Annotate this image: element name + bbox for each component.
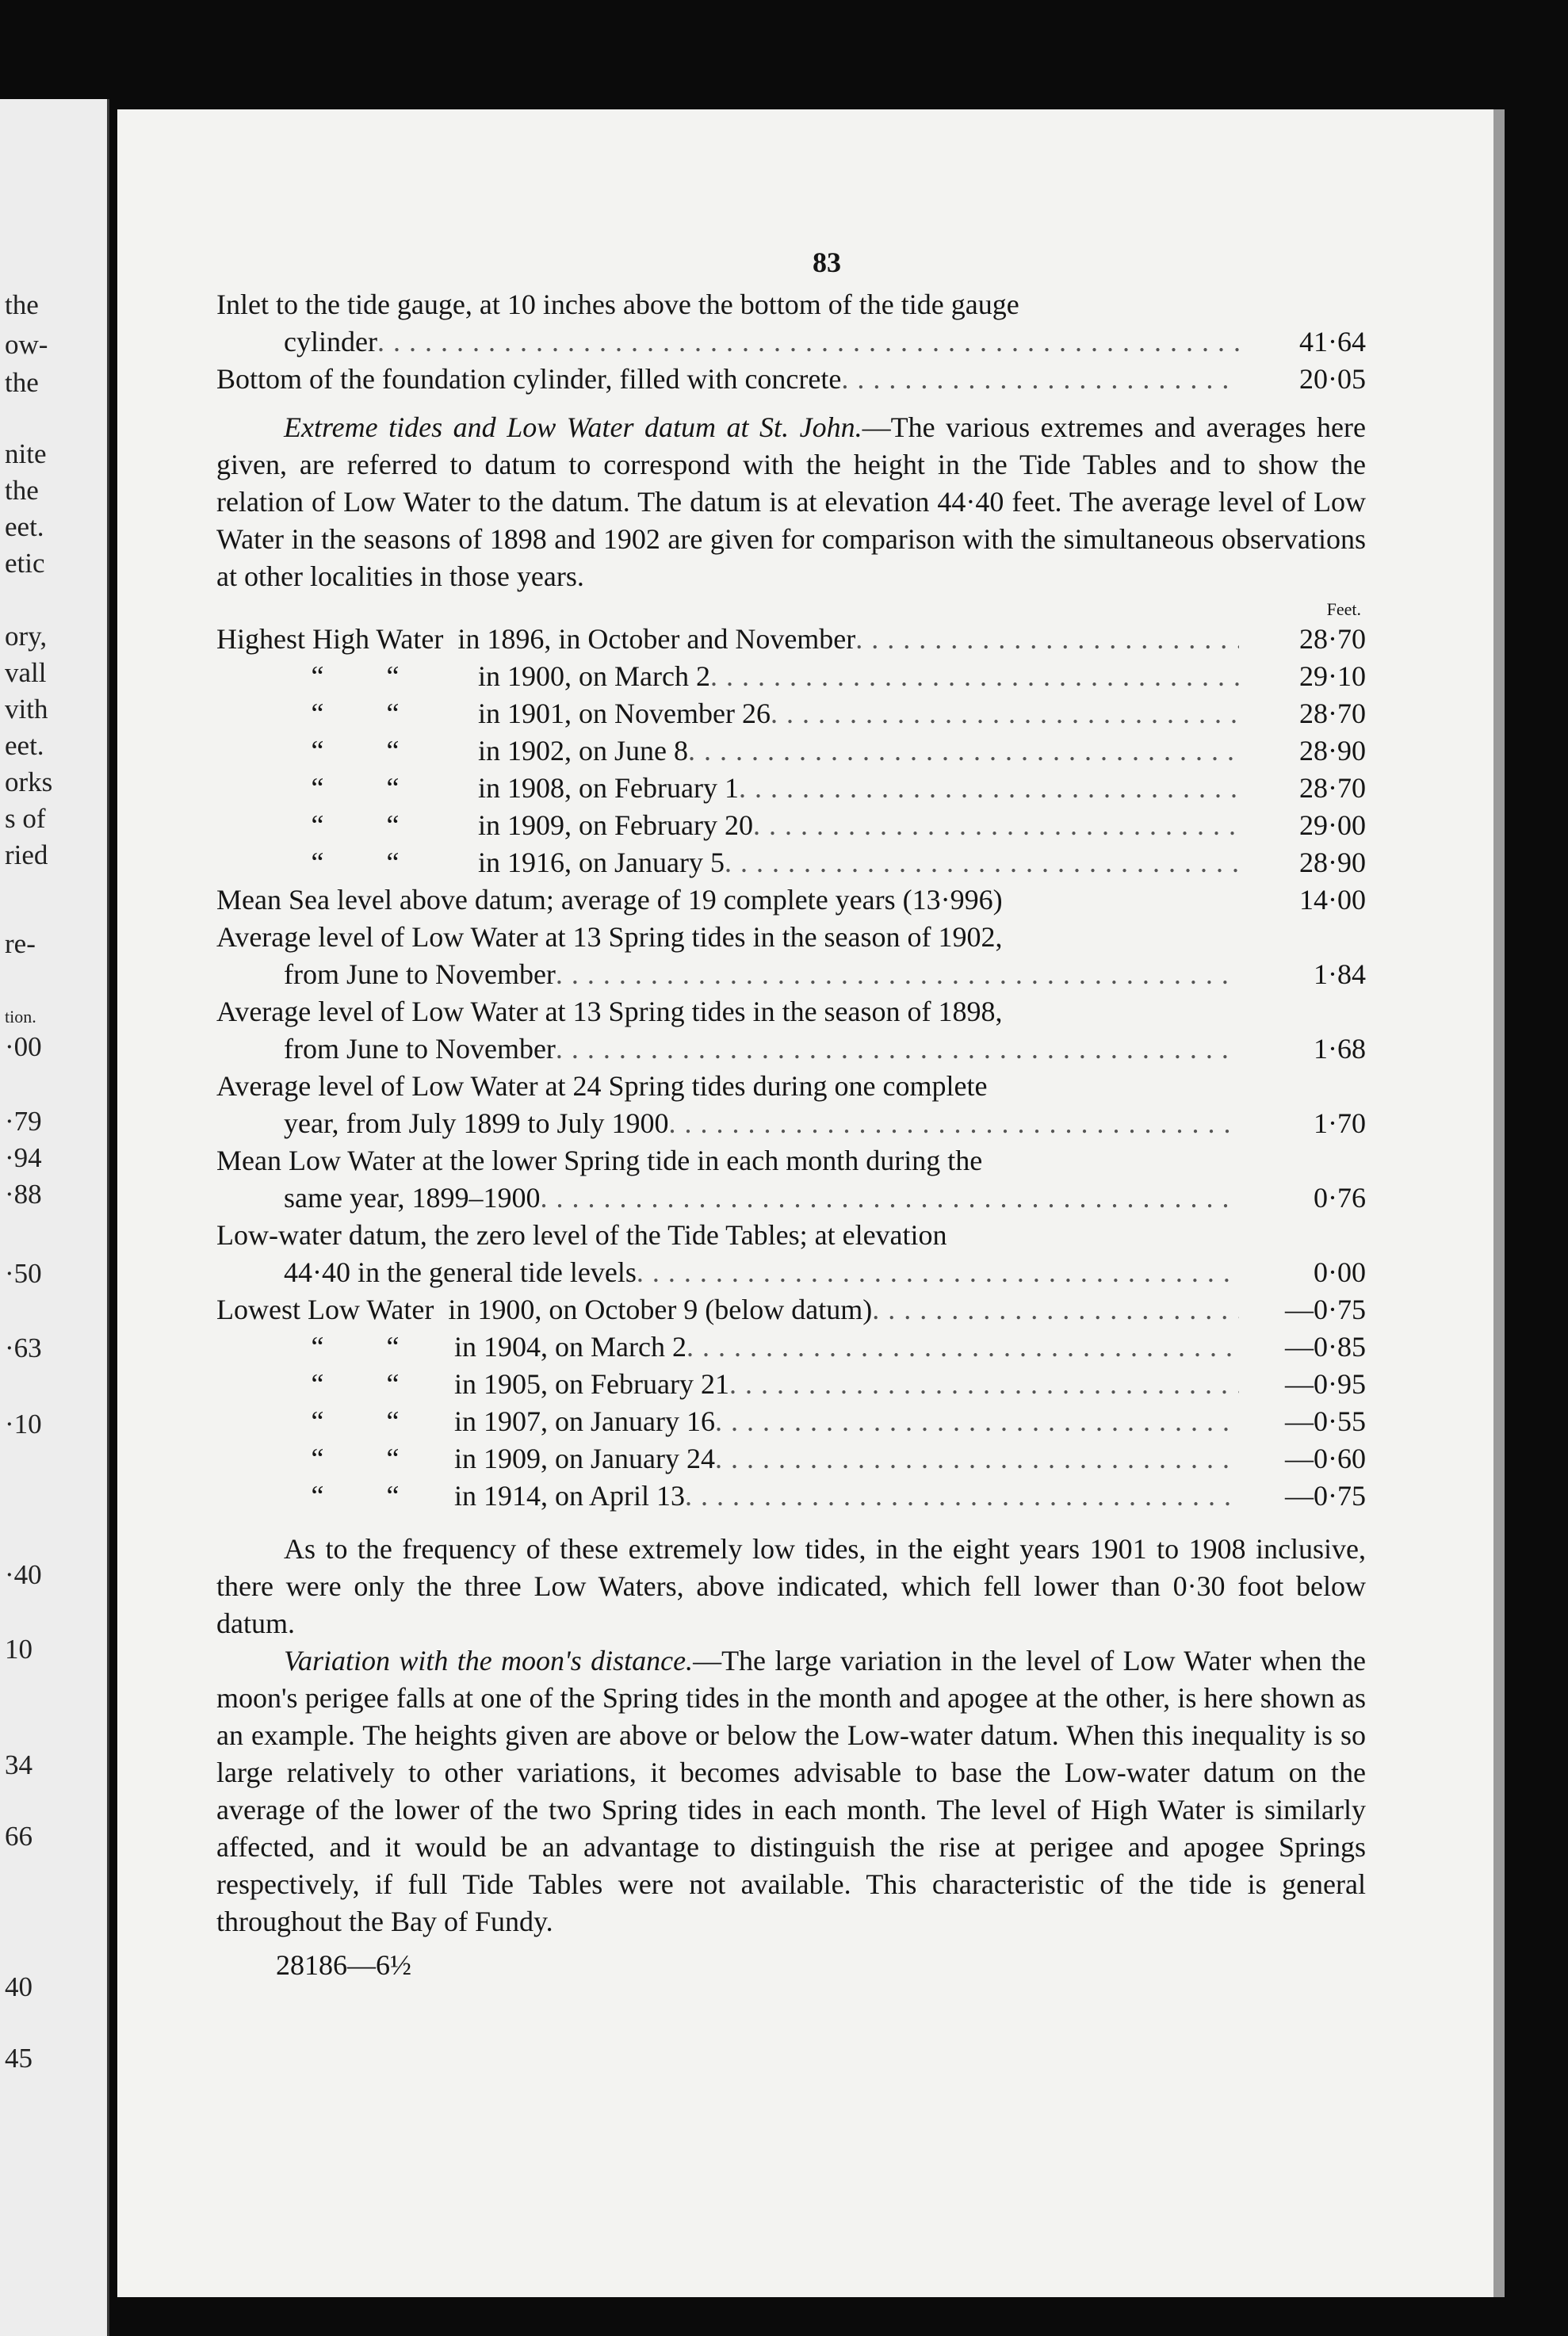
avg24-line2: year, from July 1899 to July 1900 [284, 1107, 669, 1139]
highest-row [216, 807, 1366, 844]
ditto-mark: “ [386, 809, 400, 841]
inlet-line2: cylinder [284, 326, 377, 357]
dot-leader [686, 1329, 1239, 1366]
ditto-mark: “ [386, 698, 400, 729]
margin-fragment: the [5, 475, 39, 506]
highest-row [216, 732, 1366, 770]
dot-leader [771, 695, 1239, 732]
margin-fragment: the [5, 289, 39, 320]
left-page-edge [0, 99, 109, 2336]
dot-leader [710, 658, 1239, 695]
signature-mark: 28186—6½ [276, 1949, 411, 1981]
avg1898-line2: from June to November [284, 1033, 556, 1065]
inlet-line1: Inlet to the tide gauge, at 10 inches above the bottom of the tide gauge [216, 289, 1019, 320]
lowest-row [216, 1366, 1366, 1403]
lowest-value: —0·60 [1285, 1443, 1366, 1474]
mean-sea-row [216, 881, 1366, 919]
dot-leader [377, 323, 1239, 361]
lwdatum-line2: 44·40 in the general tide levels [284, 1256, 637, 1288]
highest-value: 29·10 [1299, 660, 1366, 692]
lowest-value: —0·85 [1285, 1331, 1366, 1363]
highest-detail: in 1901, on November 26 [478, 698, 771, 729]
document-page [117, 109, 1505, 2297]
lowest-row [216, 1440, 1366, 1478]
margin-fragment: ·10 [5, 1409, 42, 1439]
meanlow-line1: Mean Low Water at the lower Spring tide in each month during the [216, 1145, 983, 1176]
frequency-paragraph: As to the frequency of these extremely low tides, in the eight years 1901 to 1908 inclusive, there were only the three Low Waters, above indicated, which fell lower than 0·30 foot below datum. [216, 1533, 1366, 1639]
mean-sea-text: Mean Sea level above datum; average of 19 complete years (13·996) [216, 884, 1003, 916]
lowest-value: —0·75 [1285, 1480, 1366, 1512]
lowest-detail: in 1904, on March 2 [454, 1331, 686, 1363]
extreme-body: —The various extremes and averages here given, are referred to datum to correspond with the height in the Tide Tables and to show the relation of Low Water to the datum. The datum is at elevation 44·40 feet. The average level of Low Water in the seasons of 1898 and 1902 are given for comparison with the simultaneous observations at other localities in those years. [216, 411, 1367, 592]
margin-fragment: ·88 [5, 1179, 42, 1210]
meanlow-line2: same year, 1899–1900 [284, 1182, 541, 1214]
variation-body: —The large variation in the level of Low Water when the moon's perigee falls at one of the Spring tides in the month and apogee at the other, is here shown as an example. The heights given are above or below the Low-water datum. When this inequality is so large relatively to other variations, it becomes advisable to base the Low-water datum on the average of the lower of the two Spring tides in each month. The level of High Water is similarly affected, and it would be an advantage to distinguish the rise at perigee and apogee Springs respectively, if full Tide Tables were not available. This characteristic of the tide is general throughout the Bay of Fundy. [216, 1645, 1366, 1937]
ditto-mark: “ [311, 1480, 324, 1512]
margin-fragment: ·63 [5, 1332, 42, 1363]
margin-fragment: tion. [5, 1007, 36, 1027]
dot-leader [729, 1366, 1239, 1403]
page-number: 83 [813, 247, 841, 278]
avg1902-entry [216, 919, 1366, 993]
dot-leader [753, 807, 1239, 844]
ditto-mark: “ [311, 660, 324, 692]
lowest-row [216, 1291, 1366, 1329]
highest-value: 28·70 [1299, 698, 1366, 729]
margin-fragment: s of [5, 803, 46, 834]
avg1902-line1: Average level of Low Water at 13 Spring tides in the season of 1902, [216, 921, 1003, 953]
margin-fragment: nite [5, 438, 47, 469]
margin-fragment: ow- [5, 329, 48, 360]
highest-row [216, 844, 1366, 881]
bottom-value: 20·05 [1299, 363, 1366, 395]
highest-detail: in 1900, on March 2 [478, 660, 710, 692]
margin-fragment: re- [5, 928, 36, 959]
inlet-entry [216, 286, 1366, 361]
highest-value: 29·00 [1299, 809, 1366, 841]
dot-leader [739, 770, 1239, 807]
margin-fragment: 40 [5, 1971, 33, 2002]
margin-fragment: vith [5, 694, 48, 725]
highest-detail: in 1896, in October and November [457, 623, 856, 655]
ditto-mark: “ [386, 735, 400, 767]
avg1902-value: 1·84 [1314, 958, 1366, 990]
dot-leader [685, 1478, 1239, 1515]
lowest-detail: in 1907, on January 16 [454, 1405, 715, 1437]
avg24-line1: Average level of Low Water at 24 Spring tides during one complete [216, 1070, 988, 1102]
page-content [216, 244, 1366, 1984]
margin-fragment: eet. [5, 730, 44, 761]
margin-fragment: ·79 [5, 1106, 42, 1137]
meanlow-entry [216, 1142, 1366, 1217]
meanlow-value: 0·76 [1314, 1182, 1366, 1214]
ditto-mark: “ [386, 772, 400, 804]
lowest-row [216, 1329, 1366, 1366]
margin-fragment: 45 [5, 2043, 33, 2074]
margin-fragment: ory, [5, 621, 48, 652]
margin-fragment: ried [5, 839, 48, 870]
ditto-mark: “ [311, 1368, 324, 1400]
highest-value: 28·90 [1299, 847, 1366, 878]
extreme-heading: Extreme tides and Low Water datum at St. John. [284, 411, 862, 443]
dot-leader [855, 621, 1239, 658]
lowest-detail: in 1905, on February 21 [454, 1368, 729, 1400]
inlet-value: 41·64 [1299, 326, 1366, 357]
lowest-detail: in 1909, on January 24 [454, 1443, 715, 1474]
margin-fragment: ·40 [5, 1559, 42, 1590]
feet-column-header: Feet. [1326, 599, 1361, 619]
dot-leader [715, 1403, 1239, 1440]
highest-row [216, 621, 1366, 658]
dot-leader [688, 732, 1239, 770]
ditto-mark: “ [311, 847, 324, 878]
avg1902-line2: from June to November [284, 958, 556, 990]
mean-sea-value: 14·00 [1299, 884, 1366, 916]
ditto-mark: “ [311, 809, 324, 841]
dot-leader [637, 1254, 1239, 1291]
margin-fragment: 34 [5, 1749, 33, 1780]
highest-detail: in 1916, on January 5 [478, 847, 725, 878]
highest-detail: in 1909, on February 20 [478, 809, 753, 841]
ditto-mark: “ [311, 735, 324, 767]
dot-leader [556, 956, 1239, 993]
margin-fragment: eet. [5, 511, 44, 542]
dot-leader [540, 1179, 1239, 1217]
highest-value: 28·90 [1299, 735, 1366, 767]
dot-leader [715, 1440, 1239, 1478]
highest-detail: in 1908, on February 1 [478, 772, 739, 804]
lwdatum-entry [216, 1217, 1366, 1291]
bottom-entry [216, 361, 1366, 398]
ditto-mark: “ [311, 698, 324, 729]
avg1898-line1: Average level of Low Water at 13 Spring tides in the season of 1898, [216, 996, 1003, 1027]
margin-fragment: etic [5, 548, 45, 579]
ditto-mark: “ [386, 1405, 400, 1437]
lowest-value: —0·95 [1285, 1368, 1366, 1400]
highest-value: 28·70 [1299, 623, 1366, 655]
lowest-value: —0·55 [1285, 1405, 1366, 1437]
ditto-mark: “ [386, 1443, 400, 1474]
avg24-value: 1·70 [1314, 1107, 1366, 1139]
highest-value: 28·70 [1299, 772, 1366, 804]
ditto-mark: “ [386, 1480, 400, 1512]
lowest-row [216, 1403, 1366, 1440]
ditto-mark: “ [311, 772, 324, 804]
extreme-paragraph [216, 409, 1366, 595]
margin-fragment: orks [5, 767, 53, 797]
highest-row [216, 770, 1366, 807]
ditto-mark: “ [386, 1368, 400, 1400]
lwdatum-value: 0·00 [1314, 1256, 1366, 1288]
avg1898-entry [216, 993, 1366, 1068]
dot-leader [669, 1105, 1239, 1142]
margin-fragment: 10 [5, 1634, 33, 1665]
lowest-row [216, 1478, 1366, 1515]
ditto-mark: “ [386, 660, 400, 692]
dot-leader [556, 1030, 1239, 1068]
ditto-mark: “ [311, 1405, 324, 1437]
lowest-detail: in 1900, on October 9 (below datum) [448, 1294, 873, 1325]
highest-row [216, 695, 1366, 732]
ditto-mark: “ [386, 847, 400, 878]
variation-paragraph [216, 1642, 1366, 1940]
margin-fragment: ·00 [5, 1031, 42, 1062]
margin-fragment: vall [5, 657, 47, 688]
ditto-mark: “ [311, 1331, 324, 1363]
avg24-entry [216, 1068, 1366, 1142]
lowest-label: Lowest Low Water [216, 1294, 434, 1325]
variation-heading: Variation with the moon's distance. [284, 1645, 694, 1676]
avg1898-value: 1·68 [1314, 1033, 1366, 1065]
margin-fragment: ·50 [5, 1258, 42, 1289]
highest-row [216, 658, 1366, 695]
ditto-mark: “ [386, 1331, 400, 1363]
lowest-value: —0·75 [1285, 1294, 1366, 1325]
dot-leader [841, 361, 1239, 398]
highest-label: Highest High Water [216, 623, 444, 655]
lwdatum-line1: Low-water datum, the zero level of the Tide Tables; at elevation [216, 1219, 947, 1251]
margin-fragment: the [5, 367, 39, 398]
dot-leader [725, 844, 1239, 881]
margin-fragment: ·94 [5, 1142, 42, 1173]
lowest-detail: in 1914, on April 13 [454, 1480, 686, 1512]
margin-fragment: 66 [5, 1821, 33, 1852]
highest-detail: in 1902, on June 8 [478, 735, 688, 767]
ditto-mark: “ [311, 1443, 324, 1474]
bottom-text: Bottom of the foundation cylinder, filled with concrete [216, 363, 842, 395]
dot-leader [872, 1291, 1239, 1329]
